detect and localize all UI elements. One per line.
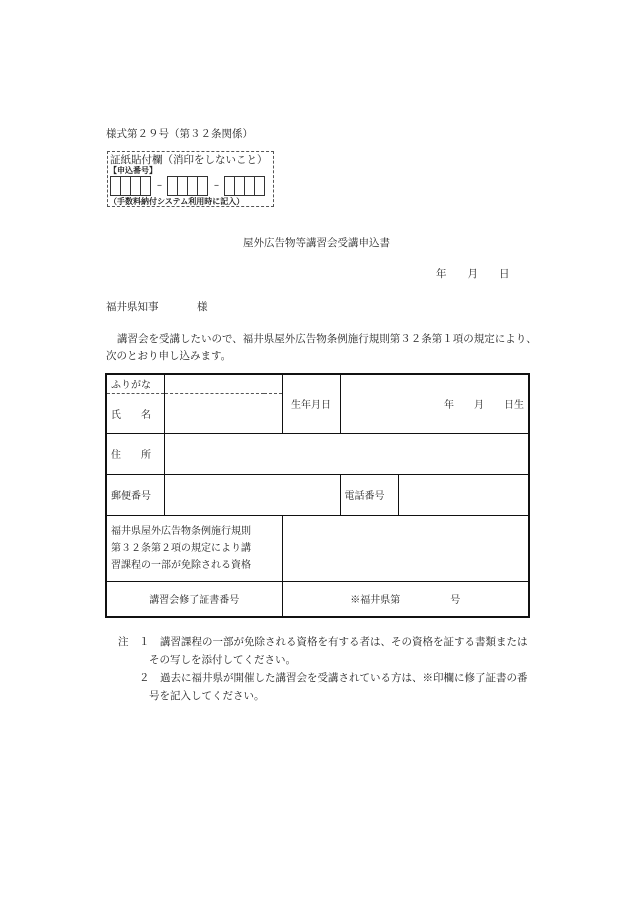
birthdate-field[interactable]: 年 月 日生 — [340, 374, 529, 433]
digit-box[interactable] — [140, 176, 151, 196]
furigana-label: ふりがな — [106, 374, 164, 393]
stamp-note: （手数料納付システム利用時に記入） — [109, 196, 245, 206]
exemption-label-line: 習課程の一部が免除される資格 — [111, 559, 251, 571]
address-field[interactable] — [164, 433, 529, 474]
document-title: 屋外広告物等講習会受講申込書 — [243, 237, 390, 249]
addressee: 福井県知事 — [106, 301, 159, 313]
notes-prefix: 注 — [118, 636, 129, 648]
postal-code-field[interactable] — [164, 474, 340, 515]
phone-label: 電話番号 — [340, 474, 398, 515]
name-label: 氏 名 — [106, 393, 164, 433]
note-1-line-2: その写しを添付してください。 — [149, 654, 296, 666]
note-1-number: １ — [139, 636, 150, 648]
exemption-label-line: 福井県屋外広告物条例施行規則 — [111, 525, 251, 537]
body-text-line-1: 講習会を受講したいので、福井県屋外広告物条例施行規則第３２条第１項の規定により、 — [117, 333, 537, 345]
addressee-suffix: 様 — [197, 301, 208, 313]
furigana-field[interactable] — [164, 374, 282, 393]
separator-dash: – — [157, 180, 162, 191]
separator-dash: – — [214, 180, 219, 191]
certificate-number-label: 講習会修了証書番号 — [106, 581, 282, 617]
birthdate-label: 生年月日 — [282, 374, 340, 433]
digit-box[interactable] — [197, 176, 208, 196]
certificate-number-field[interactable]: ※福井県第 号 — [282, 581, 529, 617]
name-field[interactable] — [164, 393, 282, 433]
exemption-label-line: 第３２条第２項の規定により講 — [111, 542, 251, 554]
phone-field[interactable] — [398, 474, 529, 515]
application-number-label: 【申込番号】 — [109, 165, 157, 175]
note-1-line-1: 講習課程の一部が免除される資格を有する者は、その資格を証する書類または — [160, 636, 528, 648]
date-line[interactable]: 年 月 日 — [436, 268, 510, 280]
application-number-group-2[interactable] — [167, 176, 207, 196]
form-number: 様式第２９号（第３２条関係） — [106, 128, 253, 140]
stamp-title: 証紙貼付欄（消印をしないこと） — [110, 154, 268, 166]
address-label: 住 所 — [106, 433, 164, 474]
application-number-group-1[interactable] — [110, 176, 150, 196]
note-2-number: ２ — [139, 672, 150, 684]
application-form-table — [105, 373, 530, 618]
note-2-line-2: 号を記入してください。 — [149, 690, 265, 702]
exemption-label — [106, 515, 282, 581]
body-text-line-2: 次のとおり申し込みます。 — [106, 350, 232, 362]
postal-code-label: 郵便番号 — [106, 474, 164, 515]
digit-box[interactable] — [254, 176, 265, 196]
note-2-line-1: 過去に福井県が開催した講習会を受講されている方は、※印欄に修了証書の番 — [160, 672, 528, 684]
exemption-field[interactable] — [282, 515, 529, 581]
application-number-group-3[interactable] — [224, 176, 264, 196]
